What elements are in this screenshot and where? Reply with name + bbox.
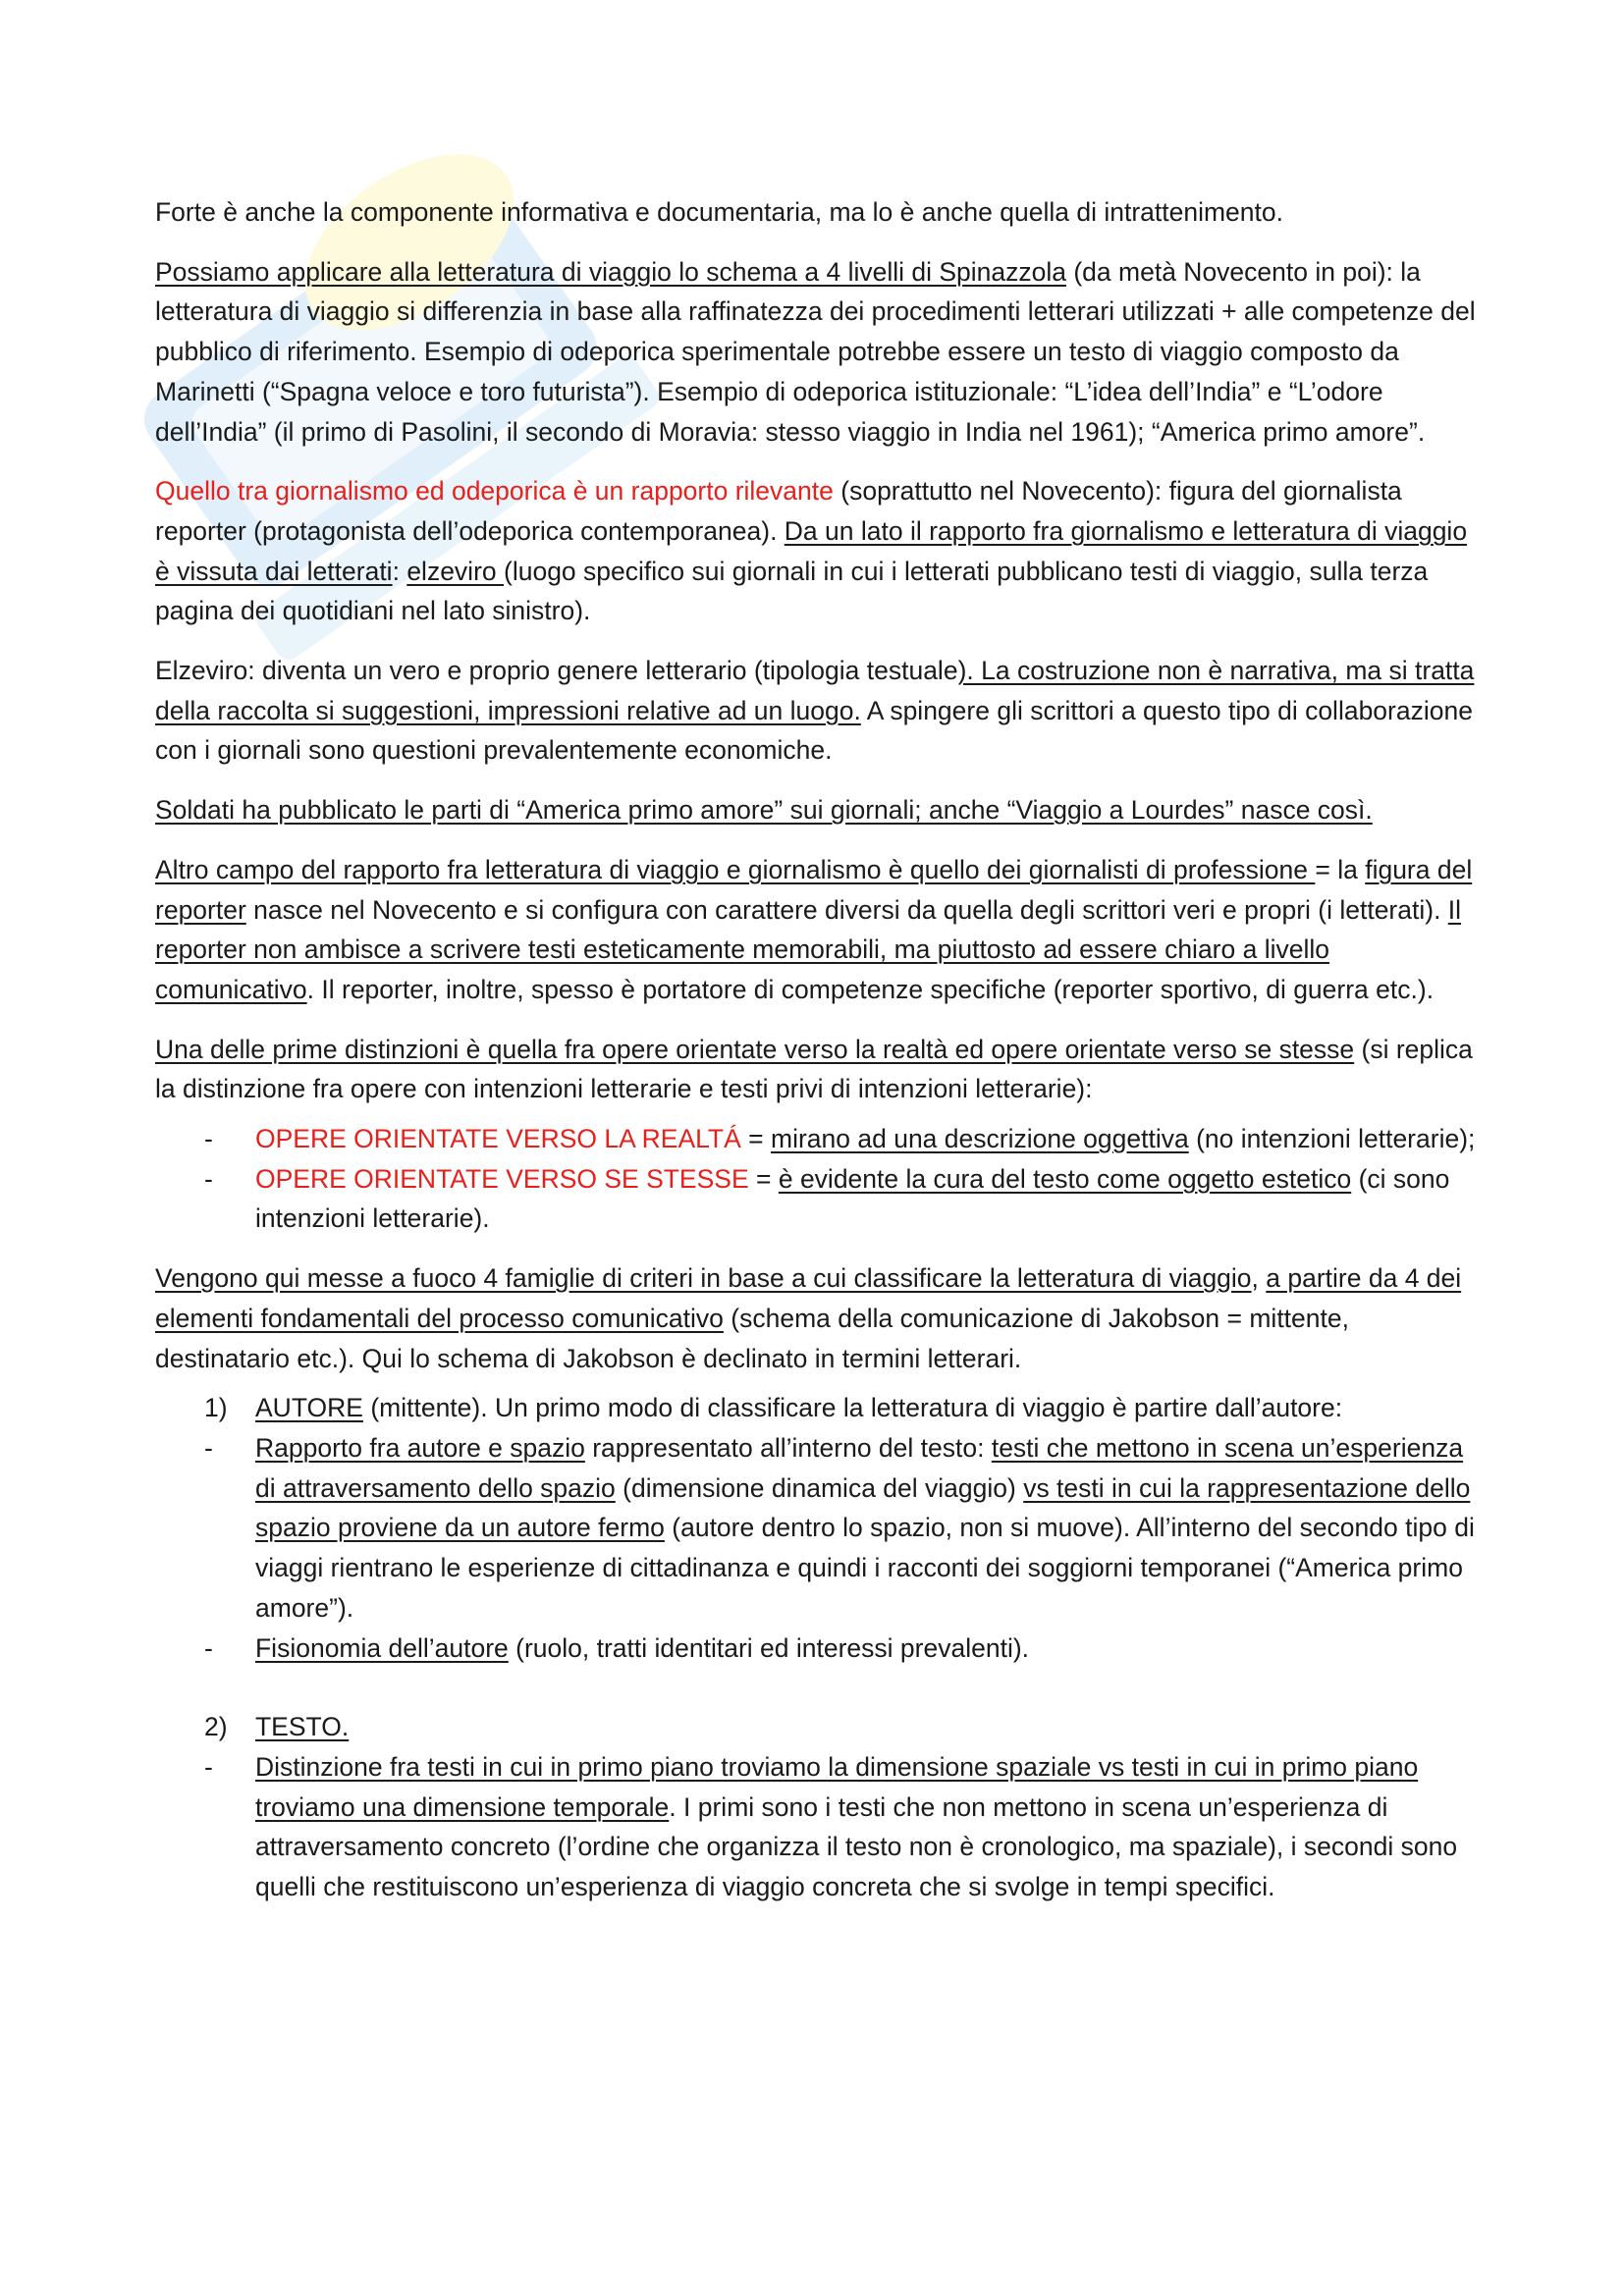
paragraph-elzeviro: Elzeviro: diventa un vero e proprio genere letterario (tipologia testuale). La costruzione non è narrativa, ma si tratta della raccolta si suggestioni, impressioni relative ad un luogo. A spingere gli scrittori a questo tipo di collaborazione con i giornali sono questioni prevalentemente economiche.	[155, 656, 1475, 766]
list-item-fisionomia: - Fisionomia dell’autore (ruolo, tratti identitari ed interessi prevalenti).	[204, 1632, 1030, 1663]
list-opere	[155, 1119, 1487, 1239]
paragraph-spinazzola: Possiamo applicare alla letteratura di viaggio lo schema a 4 livelli di Spinazzola (da metà Novecento in poi): la letteratura di viaggio si differenzia in base alla raffinatezza dei procedimenti letterari utilizzati + alle competenze del pubblico di riferimento. Esempio di odeporica sperimentale potrebbe essere un testo di viaggio composto da Marinetti (“Spagna veloce e toro futurista”). Esempio di odeporica istituzionale: “L’idea dell’India” e “L’odore dell’India” (il primo di Pasolini, il secondo di Moravia: stesso viaggio in India nel 1961); “America primo amore”.	[155, 256, 1476, 447]
list-item-autore-spazio: - Rapporto fra autore e spazio rappresentato all’interno del testo: testi che mettono in scena un’esperienza di attraversamento dello spazio (dimensione dinamica del viaggio) vs testi in cui la rappresentazione dello spazio proviene da un autore fermo (autore dentro lo spazio, non si muove). All’interno del secondo tipo di viaggi rientrano le esperienze di cittadinanza e quindi i racconti dei soggiorni temporanei (“America primo amore”).	[204, 1432, 1475, 1623]
paragraph-soldati: Soldati ha pubblicato le parti di “America primo amore” sui giornali; anche “Viaggio a Lourdes” nasce così.	[155, 795, 1373, 826]
section-testo	[155, 1707, 1487, 1907]
list-item-spazio-tempo: - Distinzione fra testi in cui in primo piano troviamo la dimensione spaziale vs testi in cui in primo piano troviamo una dimensione temporale. I primi sono i testi che non mettono in scena un’esperienza di attraversamento concreto (l’ordine che organizza il testo non è cronologico, ma spaziale), i secondi sono quelli che restituiscono un’esperienza di viaggio concreta che si svolge in tempi specifici.	[204, 1751, 1458, 1902]
paragraph-reporter: Altro campo del rapporto fra letteratura di viaggio e giornalismo è quello dei giornalisti di professione = la figura del reporter nasce nel Novecento e si configura con carattere diversi da quella degli scrittori veri e propri (i letterati). Il reporter non ambisce a scrivere testi esteticamente memorabili, ma piuttosto ad essere chiaro a livello comunicativo. Il reporter, inoltre, spesso è portatore di competenze specifiche (reporter sportivo, di guerra etc.).	[155, 854, 1473, 1004]
section-testo-heading: 2) TESTO.	[204, 1712, 350, 1742]
section-autore-heading: 1) AUTORE (mittente). Un primo modo di classificare la letteratura di viaggio è partire dall’autore:	[204, 1393, 1343, 1423]
paragraph-intro: Forte è anche la componente informativa e documentaria, ma lo è anche quella di intrattenimento.	[155, 197, 1283, 227]
paragraph-jakobson: Vengono qui messe a fuoco 4 famiglie di criteri in base a cui classificare la letteratura di viaggio, a partire da 4 dei elementi fondamentali del processo comunicativo (schema della comunicazione di Jakobson = mittente, destinatario etc.). Qui lo schema di Jakobson è declinato in termini letterari.	[155, 1263, 1462, 1373]
list-item-se-stesse: - OPERE ORIENTATE VERSO SE STESSE = è evidente la cura del testo come oggetto estetico (ci sono intenzioni letterarie).	[204, 1163, 1450, 1234]
list-item-realta: - OPERE ORIENTATE VERSO LA REALTÁ = mirano ad una descrizione oggettiva (no intenzioni letterarie);	[204, 1124, 1476, 1154]
paragraph-giornalismo: Quello tra giornalismo ed odeporica è un rapporto rilevante (soprattutto nel Novecento): figura del giornalista reporter (protagonista dell’odeporica contemporanea). Da un lato il rapporto fra giornalismo e letteratura di viaggio è vissuta dai letterati: elzeviro (luogo specifico sui giornali in cui i letterati pubblicano testi di viaggio, sulla terza pagina dei quotidiani nel lato sinistro).	[155, 476, 1468, 626]
section-autore	[155, 1388, 1487, 1668]
document-body	[155, 192, 1487, 1907]
paragraph-distinzioni: Una delle prime distinzioni è quella fra opere orientate verso la realtà ed opere orientate verso se stesse (si replica la distinzione fra opere con intenzioni letterarie e testi privi di intenzioni letterarie):	[155, 1034, 1473, 1104]
